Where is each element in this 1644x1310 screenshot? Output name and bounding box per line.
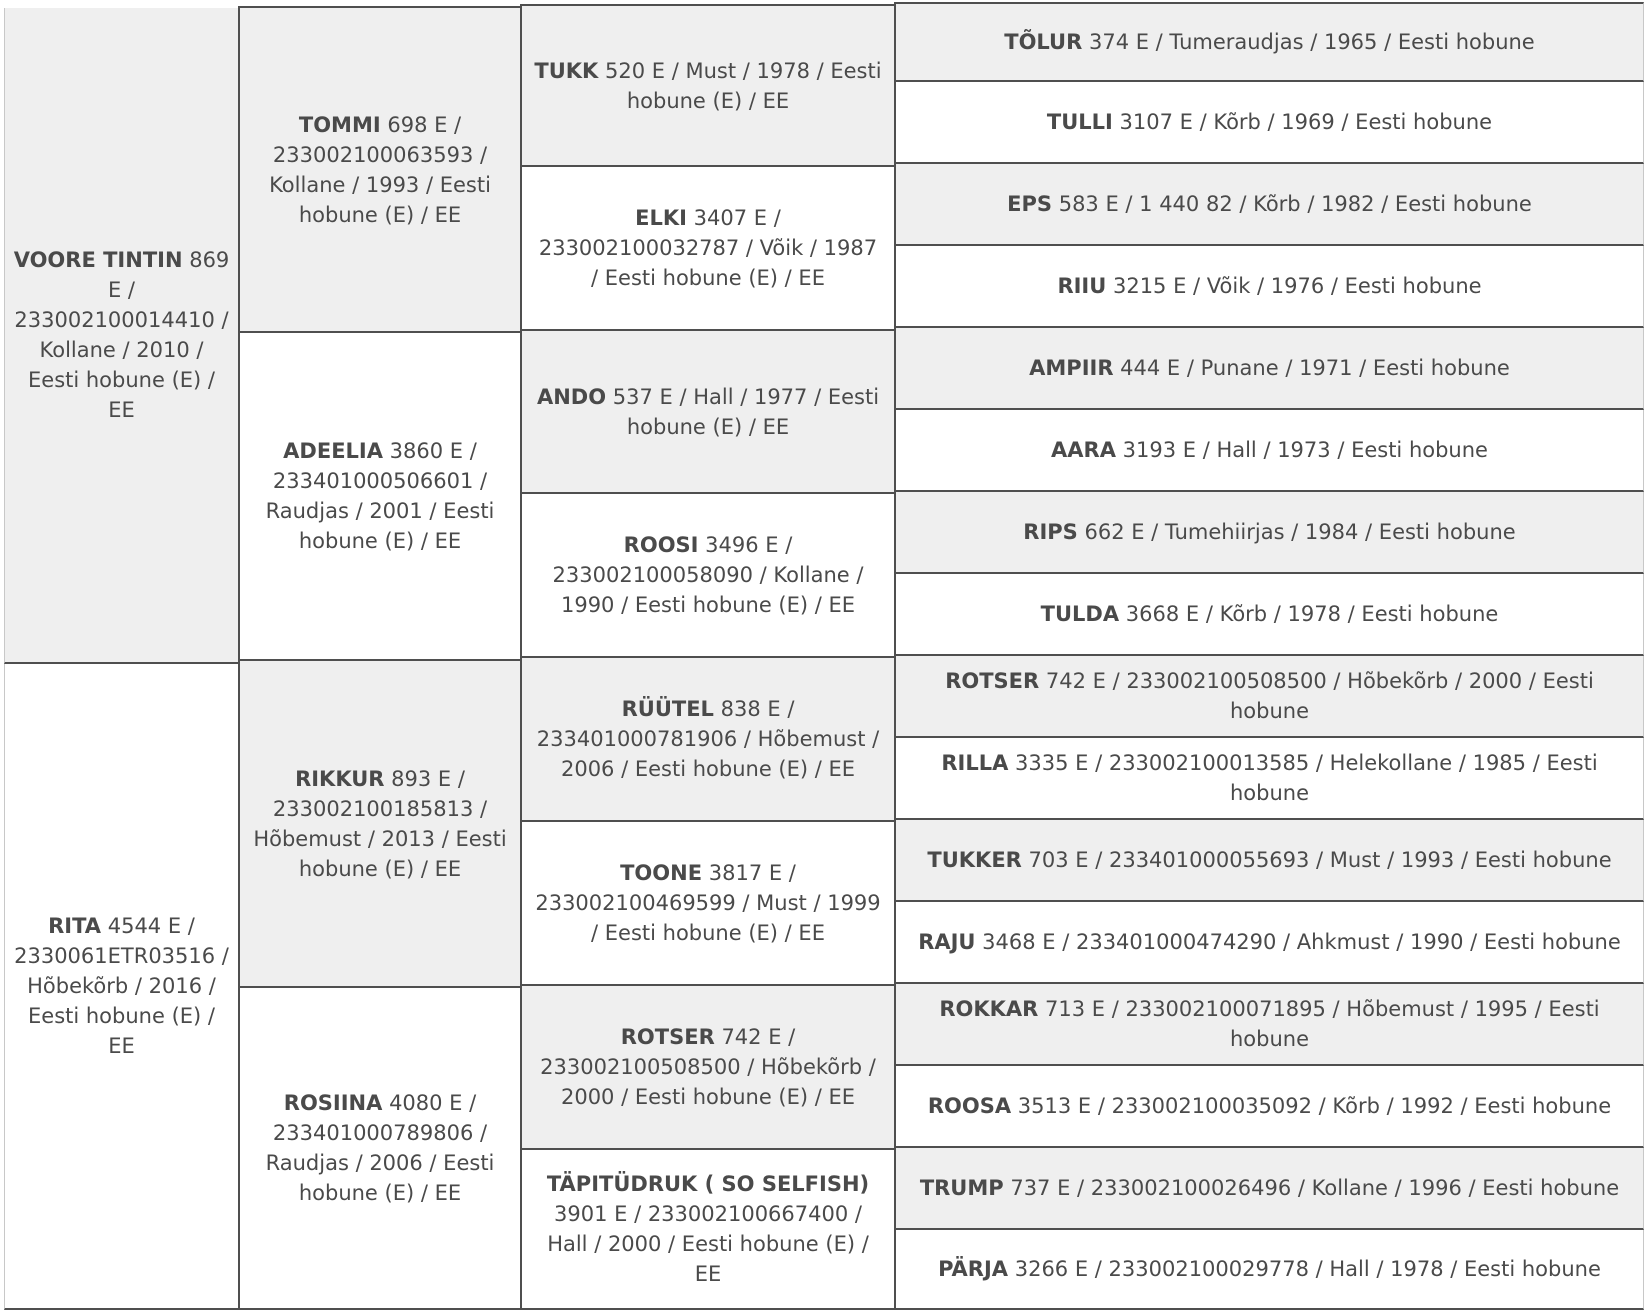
- horse-name: ROSIINA: [283, 1091, 383, 1115]
- horse-name: RILLA: [941, 751, 1009, 775]
- horse-info: 374 E / Tumeraudjas / 1965 / Eesti hobune: [1082, 30, 1535, 54]
- horse-cell-gen4: [894, 574, 1644, 656]
- horse-name: RIIU: [1057, 274, 1107, 298]
- generation-3-column: [520, 0, 894, 1310]
- horse-name: EPS: [1007, 192, 1053, 216]
- horse-info: 662 E / Tumehiirjas / 1984 / Eesti hobune: [1077, 520, 1516, 544]
- horse-info: 3107 E / Kõrb / 1969 / Eesti hobune: [1112, 110, 1493, 134]
- horse-name: ANDO: [536, 384, 607, 409]
- horse-info: 3513 E / 233002100035092 / Kõrb / 1992 / Eesti hobune: [1011, 1094, 1612, 1118]
- horse-cell-gen4: [894, 820, 1644, 902]
- horse-info: 3901 E / 233002100667400 / Hall / 2000 / Eesti hobune (E) / EE: [547, 1202, 869, 1286]
- horse-name: AARA: [1051, 438, 1116, 462]
- horse-cell-gen3: [520, 986, 894, 1150]
- horse-cell-gen4: [894, 1230, 1644, 1310]
- horse-info: 713 E / 233002100071895 / Hõbemust / 1995 / Eesti hobune: [1038, 997, 1600, 1051]
- horse-info: 537 E / Hall / 1977 / Eesti hobune (E) / EE: [606, 384, 880, 439]
- horse-cell-gen4: [894, 410, 1644, 492]
- horse-info: 3468 E / 233401000474290 / Ahkmust / 1990 / Eesti hobune: [975, 930, 1621, 954]
- horse-name: TÄPITÜDRUK ( SO SELFISH): [546, 1172, 870, 1196]
- horse-info: 444 E / Punane / 1971 / Eesti hobune: [1113, 356, 1510, 380]
- horse-cell-gen4: [894, 2, 1644, 82]
- horse-cell-gen2: [238, 661, 520, 988]
- horse-cell-gen4: [894, 1148, 1644, 1230]
- horse-name: TUKK: [534, 58, 599, 83]
- horse-cell-gen4: [894, 656, 1644, 738]
- horse-info: 3668 E / Kõrb / 1978 / Eesti hobune: [1119, 602, 1499, 626]
- horse-info: 4544 E / 2330061ETR03516 / Hõbekõrb / 2016 / Eesti hobune (E) / EE: [14, 914, 229, 1058]
- horse-name: ROKKAR: [939, 997, 1039, 1021]
- horse-info: 583 E / 1 440 82 / Kõrb / 1982 / Eesti hobune: [1052, 192, 1532, 216]
- horse-info: 698 E / 233002100063593 / Kollane / 1993 / Eesti hobune (E) / EE: [269, 112, 491, 227]
- horse-cell-gen4: [894, 328, 1644, 410]
- horse-cell-gen3: [520, 1150, 894, 1310]
- horse-name: ADEELIA: [283, 439, 383, 463]
- horse-name: RIPS: [1023, 520, 1078, 544]
- horse-name: ELKI: [635, 206, 687, 230]
- horse-cell-sire: [4, 8, 238, 664]
- horse-info: 4080 E / 233401000789806 / Raudjas / 2006 / Eesti hobune (E) / EE: [265, 1091, 495, 1205]
- horse-cell-gen3: [520, 331, 894, 494]
- horse-cell-gen4: [894, 492, 1644, 574]
- horse-info: 742 E / 233002100508500 / Hõbekõrb / 2000 / Eesti hobune (E) / EE: [540, 1025, 876, 1109]
- horse-info: 3215 E / Võik / 1976 / Eesti hobune: [1106, 274, 1482, 298]
- generation-2-column: [238, 0, 520, 1310]
- horse-cell-gen2: [238, 988, 520, 1310]
- horse-info: 737 E / 233002100026496 / Kollane / 1996 / Eesti hobune: [1003, 1176, 1620, 1200]
- horse-name: TOMMI: [298, 112, 381, 137]
- horse-cell-gen4: [894, 902, 1644, 984]
- horse-name: AMPIIR: [1029, 356, 1114, 380]
- horse-cell-gen4: [894, 82, 1644, 164]
- horse-cell-gen3: [520, 167, 894, 331]
- horse-cell-gen4: [894, 246, 1644, 328]
- horse-name: RITA: [48, 914, 102, 938]
- horse-info: 742 E / 233002100508500 / Hõbekõrb / 2000 / Eesti hobune: [1039, 669, 1594, 723]
- horse-info: 3860 E / 233401000506601 / Raudjas / 2001 / Eesti hobune (E) / EE: [265, 439, 495, 553]
- horse-info: 3817 E / 233002100469599 / Must / 1999 / Eesti hobune (E) / EE: [535, 861, 881, 945]
- horse-info: 838 E / 233401000781906 / Hõbemust / 2006 / Eesti hobune (E) / EE: [536, 697, 880, 781]
- horse-info: 3496 E / 233002100058090 / Kollane / 1990 / Eesti hobune (E) / EE: [552, 533, 864, 617]
- horse-name: ROOSA: [927, 1094, 1012, 1118]
- generation-1-column: [4, 0, 238, 1310]
- horse-info: 520 E / Must / 1978 / Eesti hobune (E) / EE: [598, 58, 882, 113]
- horse-info: 3266 E / 233002100029778 / Hall / 1978 / Eesti hobune: [1008, 1257, 1601, 1281]
- horse-info: 3335 E / 233002100013585 / Helekollane / 1985 / Eesti hobune: [1008, 751, 1598, 805]
- horse-name: RÜÜTEL: [621, 697, 714, 721]
- horse-info: 703 E / 233401000055693 / Must / 1993 / Eesti hobune: [1021, 848, 1612, 872]
- horse-name: ROTSER: [945, 669, 1040, 693]
- horse-cell-gen2: [238, 333, 520, 661]
- horse-cell-gen4: [894, 1066, 1644, 1148]
- horse-info: 3407 E / 233002100032787 / Võik / 1987 / Eesti hobune (E) / EE: [538, 206, 878, 290]
- horse-cell-gen4: [894, 738, 1644, 820]
- horse-name: TOONE: [620, 861, 703, 885]
- horse-cell-gen3: [520, 494, 894, 658]
- horse-cell-dam: [4, 664, 238, 1310]
- horse-info: 3193 E / Hall / 1973 / Eesti hobune: [1115, 438, 1488, 462]
- generation-4-column: [894, 0, 1644, 1310]
- horse-name: TULDA: [1040, 602, 1120, 626]
- horse-cell-gen2: [238, 6, 520, 333]
- horse-cell-gen3: [520, 4, 894, 167]
- horse-info: 893 E / 233002100185813 / Hõbemust / 2013 / Eesti hobune (E) / EE: [253, 766, 507, 881]
- horse-name: ROOSI: [623, 533, 699, 557]
- horse-name: PÄRJA: [938, 1257, 1009, 1281]
- horse-cell-gen4: [894, 164, 1644, 246]
- horse-info: 869 E / 233002100014410 / Kollane / 2010 / Eesti hobune (E) / EE: [14, 248, 230, 422]
- horse-cell-gen3: [520, 822, 894, 986]
- horse-name: ROTSER: [620, 1025, 715, 1049]
- horse-name: RAJU: [918, 930, 976, 954]
- horse-cell-gen3: [520, 658, 894, 822]
- horse-name: TUKKER: [927, 848, 1022, 872]
- horse-name: VOORE TINTIN: [13, 248, 183, 272]
- horse-name: TULLI: [1046, 110, 1113, 134]
- horse-name: TÕLUR: [1004, 30, 1083, 54]
- horse-name: RIKKUR: [295, 766, 385, 791]
- horse-name: TRUMP: [919, 1176, 1004, 1200]
- horse-cell-gen4: [894, 984, 1644, 1066]
